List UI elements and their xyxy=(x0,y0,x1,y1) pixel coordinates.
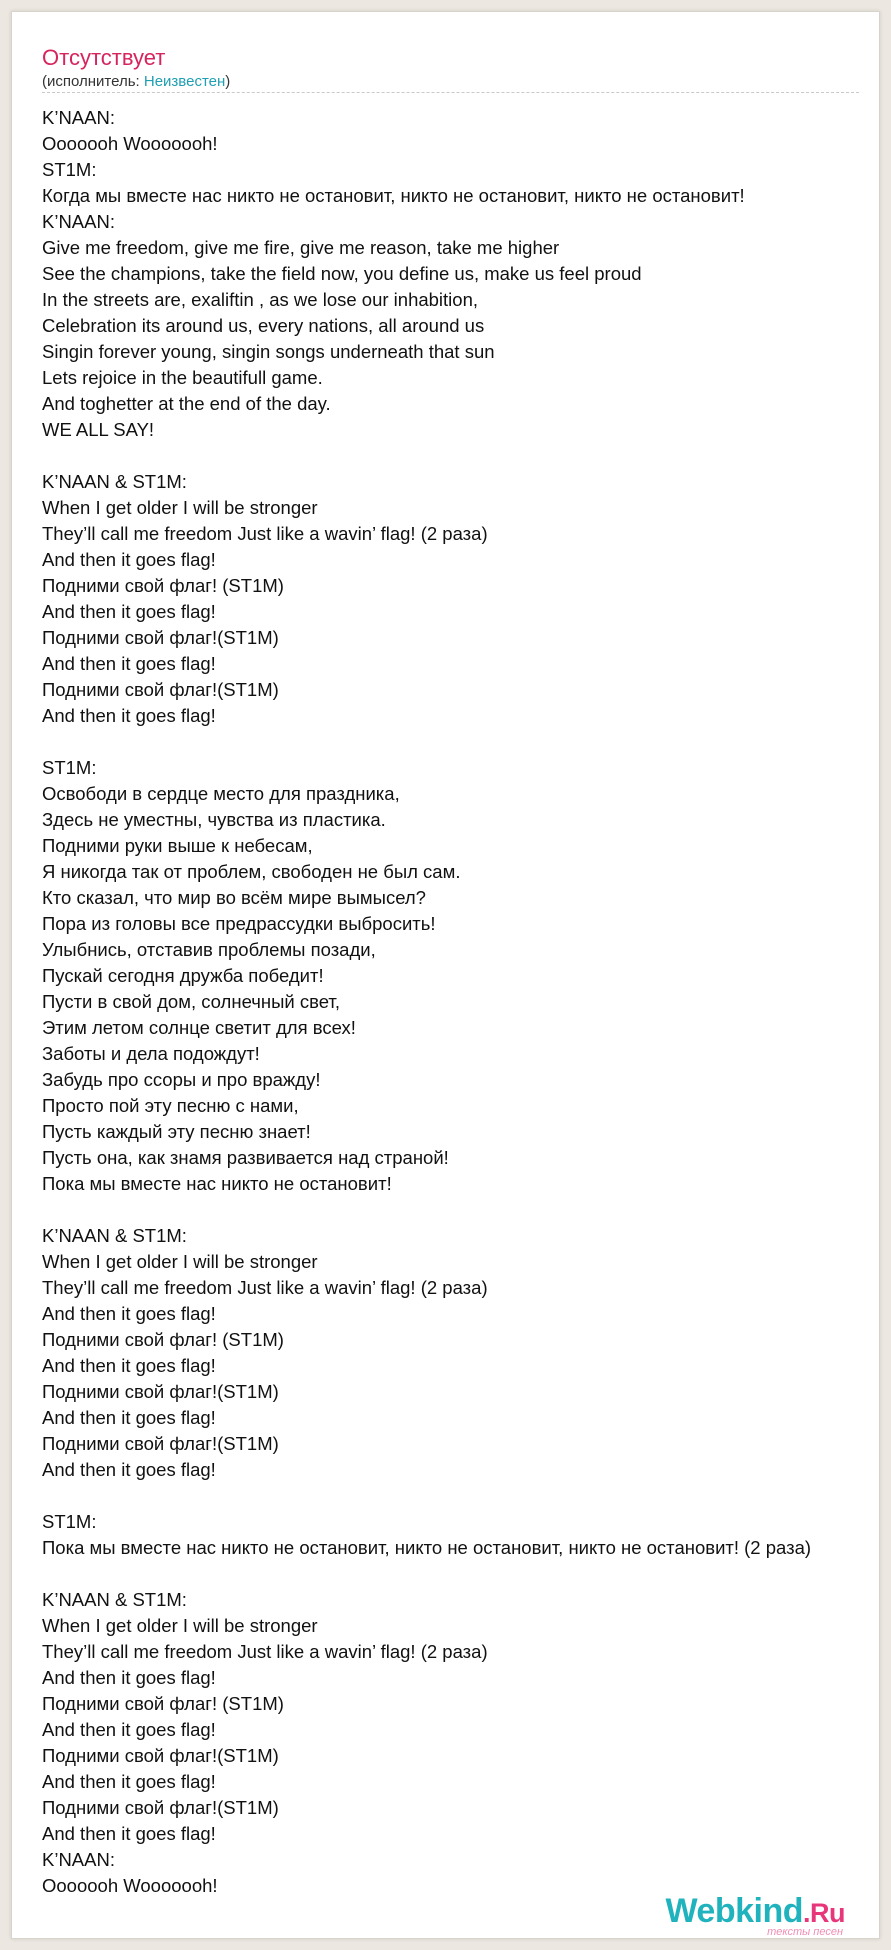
site-logo[interactable] xyxy=(665,1894,845,1930)
lyric-line: Кто сказал, что мир во всём мире вымысел? xyxy=(42,887,426,908)
lyric-line: K’NAAN & ST1M: xyxy=(42,471,187,492)
lyric-line: Заботы и дела подождут! xyxy=(42,1043,260,1064)
lyric-line: And then it goes flag! xyxy=(42,1407,216,1428)
lyric-line: And then it goes flag! xyxy=(42,1823,216,1844)
lyric-line: K’NAAN & ST1M: xyxy=(42,1225,187,1246)
lyric-line xyxy=(42,1483,811,1509)
lyric-line: Подними свой флаг! (ST1M) xyxy=(42,575,284,596)
artist-suffix: ) xyxy=(225,73,231,90)
lyric-line: Подними свой флаг!(ST1M) xyxy=(42,627,279,648)
artist-line xyxy=(42,73,230,91)
lyric-line: Улыбнись, отставив проблемы позади, xyxy=(42,939,376,960)
artist-link[interactable]: Неизвестен xyxy=(143,73,226,90)
lyric-line: They’ll call me freedom Just like a wavin’ flag! (2 раза) xyxy=(42,523,488,544)
lyric-line: K’NAAN & ST1M: xyxy=(42,1589,187,1610)
lyric-line: Пусть каждый эту песню знает! xyxy=(42,1121,311,1142)
lyric-line: When I get older I will be stronger xyxy=(42,497,318,518)
lyric-line: Lets rejoice in the beautifull game. xyxy=(42,367,323,388)
lyric-line: Подними свой флаг!(ST1M) xyxy=(42,1797,279,1818)
lyric-line: Celebration its around us, every nations, all around us xyxy=(42,315,485,336)
lyric-line: Ooooooh Wooooooh! xyxy=(42,133,218,154)
lyric-line: WE ALL SAY! xyxy=(42,419,155,440)
lyric-line: Пока мы вместе нас никто не остановит, никто не остановит, никто не остановит! (2 раза) xyxy=(42,1537,812,1558)
lyric-line xyxy=(42,443,811,469)
lyric-line: Give me freedom, give me fire, give me reason, take me higher xyxy=(42,237,560,258)
lyric-line: Подними свой флаг!(ST1M) xyxy=(42,1381,279,1402)
lyrics-page xyxy=(11,11,880,1939)
lyric-line: K’NAAN: xyxy=(42,211,115,232)
lyric-line: In the streets are, exaliftin , as we lose our inhabition, xyxy=(42,289,479,310)
artist-prefix: (исполнитель: xyxy=(42,73,144,90)
lyric-line: And then it goes flag! xyxy=(42,1459,216,1480)
lyric-line: Пора из головы все предрассудки выбросить! xyxy=(42,913,436,934)
lyric-line: K’NAAN: xyxy=(42,1849,115,1870)
lyric-line: And then it goes flag! xyxy=(42,1355,216,1376)
lyric-line xyxy=(42,1561,811,1587)
lyric-line: When I get older I will be stronger xyxy=(42,1251,318,1272)
lyric-line: They’ll call me freedom Just like a wavin’ flag! (2 раза) xyxy=(42,1277,488,1298)
lyric-line: Подними свой флаг!(ST1M) xyxy=(42,679,279,700)
lyric-line: And then it goes flag! xyxy=(42,601,216,622)
lyric-line: And then it goes flag! xyxy=(42,705,216,726)
lyric-line: And then it goes flag! xyxy=(42,549,216,570)
lyric-line: Ooooooh Wooooooh! xyxy=(42,1875,218,1896)
lyric-line: Подними свой флаг! (ST1M) xyxy=(42,1693,284,1714)
logo-name: Webkind xyxy=(665,1892,803,1930)
lyric-line: Singin forever young, singin songs underneath that sun xyxy=(42,341,495,362)
song-title: Отсутствует xyxy=(42,45,166,70)
lyric-line: Здесь не уместны, чувства из пластика. xyxy=(42,809,386,830)
lyric-line: And then it goes flag! xyxy=(42,653,216,674)
lyric-line: ST1M: xyxy=(42,757,97,778)
lyric-line: ST1M: xyxy=(42,1511,97,1532)
lyric-line: Я никогда так от проблем, свободен не был сам. xyxy=(42,861,461,882)
lyric-line: Забудь про ссоры и про вражду! xyxy=(42,1069,321,1090)
lyric-line: Пусть она, как знамя развивается над страной! xyxy=(42,1147,449,1168)
lyric-line: When I get older I will be stronger xyxy=(42,1615,318,1636)
lyric-line: And then it goes flag! xyxy=(42,1303,216,1324)
logo-tld: .Ru xyxy=(803,1898,845,1928)
lyric-line: And then it goes flag! xyxy=(42,1771,216,1792)
lyric-line: Подними свой флаг!(ST1M) xyxy=(42,1433,279,1454)
lyric-line: Освободи в сердце место для праздника, xyxy=(42,783,400,804)
lyric-line xyxy=(42,729,811,755)
lyric-line: Этим летом солнце светит для всех! xyxy=(42,1017,356,1038)
lyric-line: Подними свой флаг! (ST1M) xyxy=(42,1329,284,1350)
lyric-line: And then it goes flag! xyxy=(42,1719,216,1740)
lyric-line: K’NAAN: xyxy=(42,107,115,128)
lyric-line: Пускай сегодня дружба победит! xyxy=(42,965,324,986)
lyric-line: See the champions, take the field now, you define us, make us feel proud xyxy=(42,263,642,284)
lyric-line: Подними руки выше к небесам, xyxy=(42,835,313,856)
lyrics-text xyxy=(42,105,811,1899)
lyric-line: They’ll call me freedom Just like a wavin’ flag! (2 раза) xyxy=(42,1641,488,1662)
title-divider xyxy=(42,92,859,93)
lyric-line: And toghetter at the end of the day. xyxy=(42,393,331,414)
lyric-line: Когда мы вместе нас никто не остановит, никто не остановит, никто не остановит! xyxy=(42,185,745,206)
lyric-line: Пока мы вместе нас никто не остановит! xyxy=(42,1173,392,1194)
lyric-line: ST1M: xyxy=(42,159,97,180)
logo-tagline: тексты песен xyxy=(767,1926,843,1938)
lyric-line xyxy=(42,1197,811,1223)
lyric-line: Пусти в свой дом, солнечный свет, xyxy=(42,991,340,1012)
lyric-line: Подними свой флаг!(ST1M) xyxy=(42,1745,279,1766)
lyric-line: Просто пой эту песню с нами, xyxy=(42,1095,299,1116)
lyric-line: And then it goes flag! xyxy=(42,1667,216,1688)
